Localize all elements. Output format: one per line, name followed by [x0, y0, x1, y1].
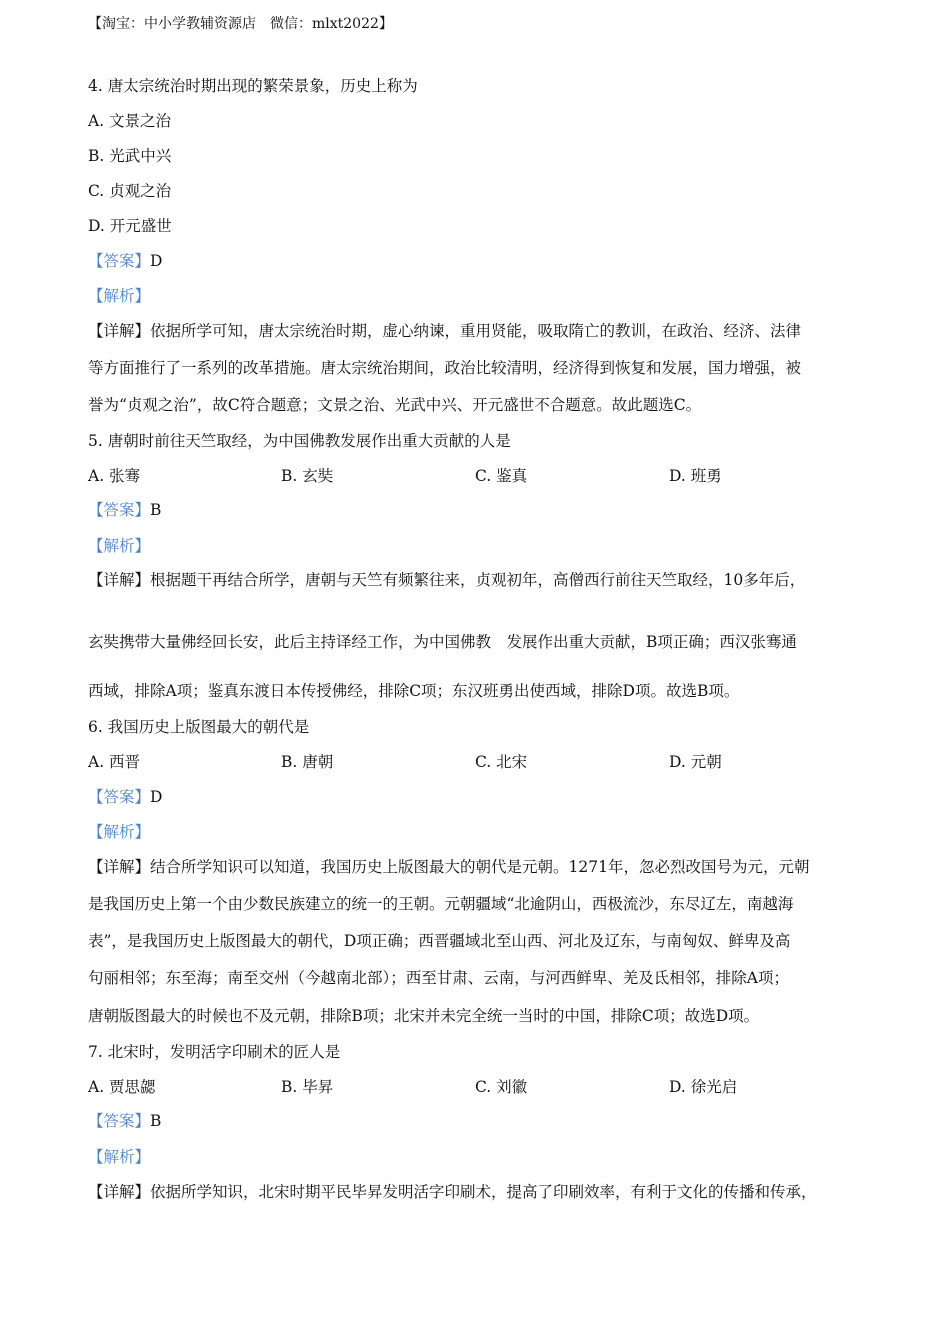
q7-option-d: D. 徐光启: [669, 1078, 738, 1096]
q6-detail-line-2: 是我国历史上第一个由少数民族建立的统一的王朝。元朝疆域“北逾阴山，西极流沙，东尽辽左，南越海: [88, 895, 794, 913]
answer-label: 【答案】: [88, 788, 151, 806]
page-header: 【淘宝：中小学教辅资源店 微信：mlxt2022】: [88, 16, 393, 32]
detail-label: 【详解】: [88, 322, 151, 340]
question-5: 5. 唐朝时前往天竺取经，为中国佛教发展作出重大贡献的人是: [88, 432, 511, 450]
question-7: 7. 北宋时，发明活字印刷术的匠人是: [88, 1043, 341, 1061]
detail-text: 依据所学知识，北宋时期平民毕昇发明活字印刷术，提高了印刷效率，有利于文化的传播和传承，: [150, 1183, 817, 1201]
q4-analysis-label: 【解析】: [88, 287, 151, 305]
detail-text: 结合所学知识可以知道，我国历史上版图最大的朝代是元朝。1271年，忽必烈改国号为元，元朝: [150, 858, 810, 876]
q7-option-b: B. 毕昇: [281, 1078, 334, 1096]
q5-detail-line-1: [88, 569, 870, 591]
q4-option-d: D. 开元盛世: [88, 217, 172, 235]
q7-answer: [88, 1110, 870, 1132]
q7-detail-line-1: [88, 1181, 870, 1203]
question-4: 4. 唐太宗统治时期出现的繁荣景象，历史上称为: [88, 77, 418, 95]
answer-value: B: [150, 501, 162, 519]
q5-option-c: C. 鉴真: [475, 467, 528, 485]
q4-detail-line-2: 等方面推行了一系列的改革措施。唐太宗统治期间，政治比较清明，经济得到恢复和发展，国力增强，被: [88, 359, 802, 377]
q4-detail-line-3: 誉为“贞观之治”，故C符合题意；文景之治、光武中兴、开元盛世不合题意。故此题选C。: [88, 396, 702, 414]
q5-option-b: B. 玄奘: [281, 467, 334, 485]
detail-label: 【详解】: [88, 1183, 151, 1201]
q5-option-d: D. 班勇: [669, 467, 722, 485]
q6-detail-line-3: 表”，是我国历史上版图最大的朝代，D项正确；西晋疆域北至山西、河北及辽东，与南匈奴、鲜卑及高: [88, 932, 791, 950]
q6-detail-line-4: 句丽相邻；东至海；南至交州（今越南北部）；西至甘肃、云南，与河西鲜卑、羌及氐相邻，排除A项；: [88, 969, 789, 987]
answer-label: 【答案】: [88, 252, 151, 270]
q5-detail-line-2: 玄奘携带大量佛经回长安，此后主持译经工作，为中国佛教 发展作出重大贡献，B项正确；西汉张骞通: [88, 633, 797, 651]
q7-option-a: A. 贾思勰: [88, 1078, 156, 1096]
q5-detail-line-3: 西域，排除A项；鉴真东渡日本传授佛经，排除C项；东汉班勇出使西域，排除D项。故选B项。: [88, 682, 740, 700]
q6-option-b: B. 唐朝: [281, 753, 334, 771]
q6-option-a: A. 西晋: [88, 753, 141, 771]
q6-detail-line-1: [88, 856, 870, 878]
detail-label: 【详解】: [88, 571, 151, 589]
q4-option-b: B. 光武中兴: [88, 147, 172, 165]
answer-label: 【答案】: [88, 1112, 151, 1130]
detail-text: 依据所学可知，唐太宗统治时期，虚心纳谏，重用贤能，吸取隋亡的教训，在政治、经济、法律: [150, 322, 802, 340]
q4-option-a: A. 文景之治: [88, 112, 172, 130]
answer-value: D: [150, 252, 163, 270]
q6-analysis-label: 【解析】: [88, 823, 151, 841]
q6-answer: [88, 786, 870, 808]
answer-label: 【答案】: [88, 501, 151, 519]
q4-option-c: C. 贞观之治: [88, 182, 172, 200]
detail-label: 【详解】: [88, 858, 151, 876]
q6-option-c: C. 北宋: [475, 753, 528, 771]
answer-value: D: [150, 788, 163, 806]
q4-detail-line-1: [88, 320, 870, 342]
answer-value: B: [150, 1112, 162, 1130]
q6-option-d: D. 元朝: [669, 753, 722, 771]
q6-detail-line-5: 唐朝版图最大的时候也不及元朝，排除B项；北宋并未完全统一当时的中国，排除C项；故选D项。: [88, 1007, 760, 1025]
q5-option-a: A. 张骞: [88, 467, 141, 485]
detail-text: 根据题干再结合所学，唐朝与天竺有频繁往来，贞观初年，高僧西行前往天竺取经，10多年后，: [150, 571, 806, 589]
q7-option-c: C. 刘徽: [475, 1078, 528, 1096]
q5-answer: [88, 499, 870, 521]
q4-answer: [88, 250, 870, 272]
question-6: 6. 我国历史上版图最大的朝代是: [88, 718, 310, 736]
q5-analysis-label: 【解析】: [88, 537, 151, 555]
q7-analysis-label: 【解析】: [88, 1148, 151, 1166]
